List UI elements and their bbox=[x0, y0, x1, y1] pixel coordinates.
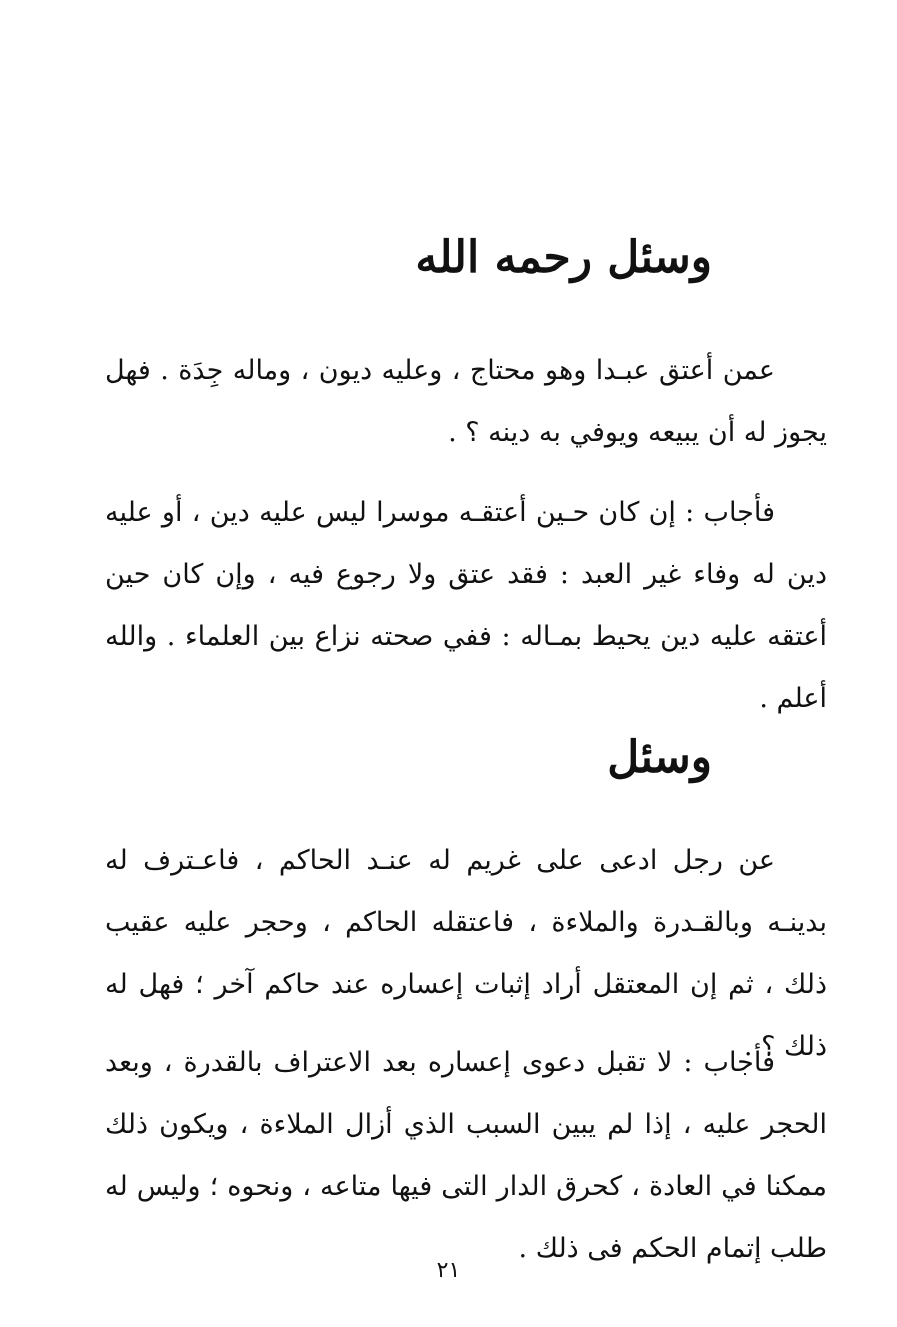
question-paragraph: عمن أعتق عبـدا وهو محتاج ، وعليه ديون ، وماله جِدَة . فهل يجوز له أن يبيعه ويوفي به دينه ؟ . bbox=[105, 355, 827, 448]
section-heading: وسئل bbox=[607, 732, 712, 783]
question-paragraph: عن رجل ادعى على غريم له عنـد الحاكم ، فاعـترف له بدينـه وبالقـدرة والملاءة ، فاعتقله الحاكم ، وحجر عليه عقيب ذلك ، ثم إن المعتقل أراد إثبات إعساره عند حاكم آخر ؛ فهل له ذلك ؟ . bbox=[105, 845, 827, 1062]
section-heading: وسئل رحمه الله bbox=[415, 232, 712, 283]
answer-paragraph: فأجاب : إن كان حـين أعتقـه موسرا ليس عليه دين ، أو عليه دين له وفاء غير العبد : فقد عتق ولا رجوع فيه ، وإن كان حين أعتقه عليه دين يحيط بمـاله : ففي صحته نزاع بين العلماء . والله أعلم . bbox=[105, 497, 827, 714]
page-number: ٢١ bbox=[436, 1258, 461, 1283]
answer-paragraph: فأجاب : لا تقبل دعوى إعساره بعد الاعتراف بالقدرة ، وبعد الحجر عليه ، إذا لم يبين السبب الذي أزال الملاءة ، ويكون ذلك ممكنا في العادة ، كحرق الدار التى فيها متاعه ، ونحوه ؛ وليس له طلب إتمام الحكم فى ذلك . bbox=[105, 1047, 827, 1264]
